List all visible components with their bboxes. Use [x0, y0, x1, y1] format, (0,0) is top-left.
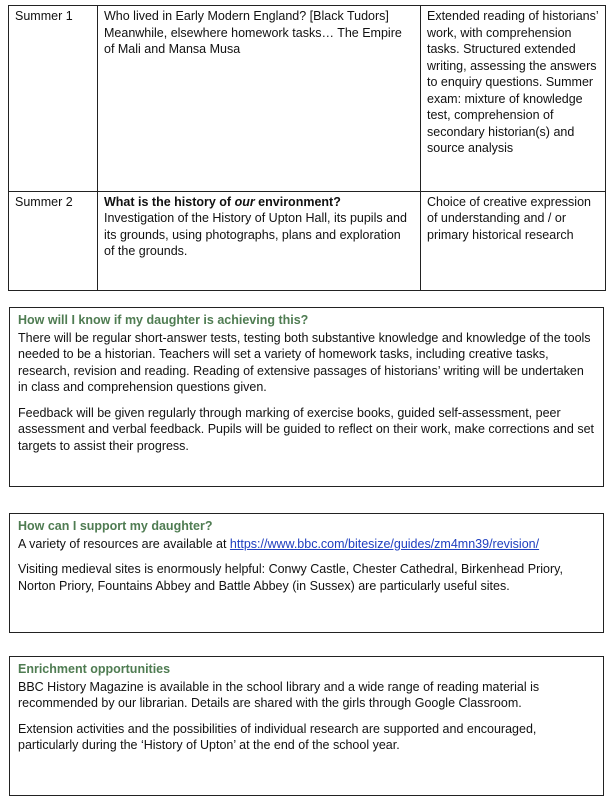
curriculum-table	[8, 5, 606, 291]
topic-title	[104, 195, 341, 209]
assessment-text: Choice of creative expression of understanding and / or primary historical research	[427, 194, 591, 242]
topic-description: Who lived in Early Modern England? [Black Tudors] Meanwhile, elsewhere homework tasks… The Empire of Mali and Mansa Musa	[104, 9, 402, 56]
support-heading: How can I support my daughter?	[18, 519, 213, 533]
support-intro-text: A variety of resources are available at	[18, 536, 230, 551]
table-row	[9, 191, 606, 290]
support-paragraph-1	[18, 536, 595, 553]
enrichment-paragraph-1: BBC History Magazine is available in the school library and a wide range of reading material is recommended by our librarian. Details are shared with the girls through Google Classroom.	[18, 679, 540, 710]
assessment-cell	[421, 191, 606, 290]
enrichment-heading: Enrichment opportunities	[18, 662, 171, 676]
term-label: Summer 1	[15, 9, 73, 23]
term-cell	[9, 191, 98, 290]
achieving-paragraph-2: Feedback will be given regularly through marking of exercise books, guided self-assessment, peer assessment and verbal feedback. Pupils will be guided to reflect on their work, make corrections and set targets to assist their progress.	[18, 405, 594, 453]
enrichment-section	[9, 656, 604, 796]
achieving-heading: How will I know if my daughter is achieving this?	[18, 313, 309, 327]
topic-title-pre: What is the history of	[104, 194, 235, 209]
enrichment-paragraph-2: Extension activities and the possibilities of individual research are supported and encouraged, particularly during the ‘History of Upton’ at the end of the school year.	[18, 721, 537, 752]
table-row	[9, 6, 606, 192]
assessment-text: Extended reading of historians’ work, with comprehension tasks. Structured extended writing, assessing the answers to enquiry questions. Summer exam: mixture of knowledge test, comprehension of secondary historian(s) and source analysis	[427, 9, 599, 155]
term-label: Summer 2	[15, 194, 73, 209]
support-paragraph-2: Visiting medieval sites is enormously helpful: Conwy Castle, Chester Cathedral, Birkenhead Priory, Norton Priory, Fountains Abbey and Battle Abbey (in Sussex) are particularly useful sites.	[18, 562, 563, 593]
topic-description: Investigation of the History of Upton Hall, its pupils and its grounds, using photographs, plans and exploration of the grounds.	[104, 211, 407, 259]
assessment-cell	[421, 6, 606, 192]
achieving-paragraph-1: There will be regular short-answer tests, testing both substantive knowledge and knowledge of the tools needed to be a historian. Teachers will set a variety of homework tasks, including creative tasks, research, revision and reading. Reading of extensive passages of historians’ writing will be undertaken in class and comprehension questions given.	[18, 330, 591, 394]
support-section	[9, 513, 604, 633]
term-cell	[9, 6, 98, 192]
topic-cell	[98, 6, 421, 192]
bitesize-link[interactable]: https://www.bbc.com/bitesize/guides/zm4mn39/revision/	[229, 536, 540, 551]
achieving-section	[9, 307, 604, 487]
topic-title-emphasis: our	[234, 194, 255, 209]
topic-cell	[98, 191, 421, 290]
topic-title-post: environment?	[254, 194, 341, 209]
